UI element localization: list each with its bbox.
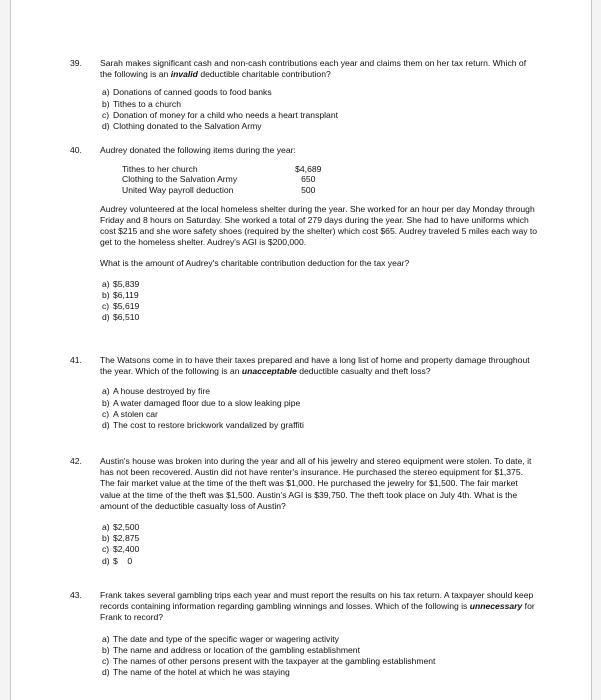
options-list <box>100 522 540 567</box>
option-b: b) The name and address or location of the gambling establishment <box>102 644 360 655</box>
donation-row: Clothing to the Salvation Army 650 <box>122 174 316 185</box>
options-list <box>100 634 540 679</box>
option-d: d) Clothing donated to the Salvation Army <box>102 121 262 132</box>
question-number: 39. <box>70 58 82 68</box>
option-d: d) $ 0 <box>102 555 133 566</box>
question-number: 40. <box>70 145 82 155</box>
option-b: b) $6,119 <box>102 290 139 301</box>
option-a: a) $2,500 <box>102 522 140 533</box>
question-43 <box>70 590 540 678</box>
option-c: c) The names of other persons present with the taxpayer at the gambling establishment <box>102 656 436 667</box>
question-stem: The Watsons come in to have their taxes prepared and have a long list of home and property damage throughout the year. Which of the following is an unacceptable deductible casualty and theft loss? <box>100 355 530 377</box>
emphasis-word: unnecessary <box>469 601 523 612</box>
question-prompt: What is the amount of Audrey's charitable contribution deduction for the tax year? <box>100 257 410 268</box>
question-stem: Audrey donated the following items during the year: <box>100 145 296 155</box>
question-stem: Austin's house was broken into during the year and all of his jewelry and stereo equipment were stolen. To date, it has not been recovered. Austin did not have renter's insurance. He purchased the stereo equipment for $1,375. The fair market value at the time of the theft was $1,000. He purchased the jewelry for $1,500. The fair market value at the time of the theft was $1,500. Austin's AGI is $39,750. The theft took place on July 4th. What is the amount of the deductible casualty loss of Austin? <box>100 456 532 511</box>
question-stem: Sarah makes significant cash and non-cash contributions each year and claims them on her tax return. Which of the following is an invalid deductible charitable contribution? <box>100 58 527 80</box>
donation-row: United Way payroll deduction 500 <box>122 184 316 195</box>
option-d: d) The cost to restore brickwork vandalized by graffiti <box>102 420 304 431</box>
question-stem: Frank takes several gambling trips each year and must report the results on his tax return. A taxpayer should keep records containing information regarding gambling winnings and losses. Which of the following is unnecessary for Frank to record? <box>100 590 535 623</box>
scenario-paragraph: Audrey volunteered at the local homeless shelter during the year. She worked for an hour per day Monday through Friday and 8 hours on Saturday. She worked a total of 279 days during the year. She had to have uniforms which cost $215 and she wore safety shoes (required by the shelter) which cost $65. Audrey traveled 5 miles each way to get to the homeless shelter. Audrey's AGI is $200,000. <box>100 203 538 248</box>
question-42 <box>70 456 540 567</box>
emphasis-word: unacceptable <box>241 366 297 377</box>
option-d: d) $6,510 <box>102 312 140 323</box>
option-a: a) The date and type of the specific wager or wagering activity <box>102 633 339 644</box>
option-a: a) A house destroyed by fire <box>102 386 210 397</box>
option-c: c) $5,619 <box>102 301 140 312</box>
option-c: c) Donation of money for a child who needs a heart transplant <box>102 109 339 120</box>
question-number: 41. <box>70 355 82 365</box>
donation-row: Tithes to her church $4,689 <box>122 164 322 175</box>
option-c: c) A stolen car <box>102 408 158 419</box>
options-list <box>100 279 540 324</box>
question-number: 43. <box>70 590 82 600</box>
options-list <box>100 386 540 431</box>
option-a: a) $5,839 <box>102 278 140 289</box>
emphasis-word: invalid <box>170 69 198 80</box>
option-b: b) A water damaged floor due to a slow leaking pipe <box>102 397 301 408</box>
donations-table <box>122 164 321 195</box>
option-d: d) The name of the hotel at which he was staying <box>102 667 290 678</box>
option-a: a) Donations of canned goods to food banks <box>102 87 272 98</box>
option-c: c) $2,400 <box>102 544 140 555</box>
question-number: 42. <box>70 456 82 466</box>
option-b: b) $2,875 <box>102 533 140 544</box>
document-page <box>10 0 592 700</box>
question-40 <box>70 145 540 324</box>
option-b: b) Tithes to a church <box>102 98 181 109</box>
question-41 <box>70 355 540 431</box>
options-list <box>100 87 540 132</box>
question-39 <box>70 58 540 132</box>
